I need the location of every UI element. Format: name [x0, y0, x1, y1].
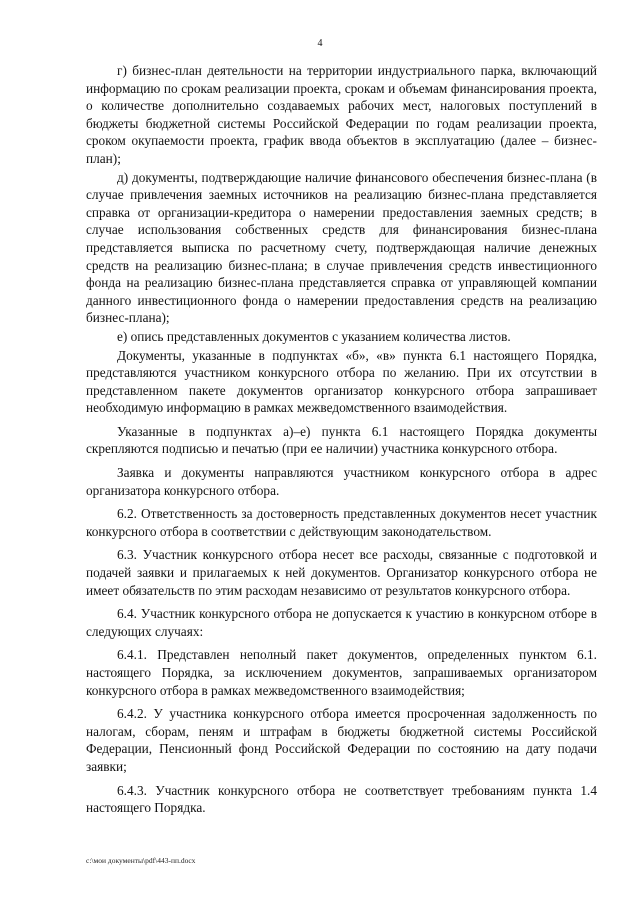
- paragraph-6-3: 6.3. Участник конкурсного отбора несет все расходы, связанные с подготовкой и подачей заявки и прилагаемых к ней документов. Организатор конкурсного отбора не имеет обязательств по этим расходам независимо от результатов конкурсного отбора.: [86, 547, 597, 598]
- paragraph-e-inventory: е) опись представленных документов с указанием количества листов.: [117, 328, 511, 344]
- paragraph-6-4-3: 6.4.3. Участник конкурсного отбора не соответствует требованиям пункта 1.4 настоящего Порядка.: [86, 782, 597, 816]
- paragraph-6-4-2: 6.4.2. У участника конкурсного отбора имеется просроченная задолженность по налогам, сборам, пеням и штрафам в бюджеты бюджетной системы Российской Федерации, Пенсионный фонд Российской Федерации по состоянию на дату подачи заявки;: [86, 706, 597, 774]
- page-number: 4: [317, 38, 323, 49]
- paragraph-6-2: 6.2. Ответственность за достоверность представленных документов несет участник конкурсного отбора в соответствии с действующим законодательством.: [86, 506, 597, 539]
- document-body: [86, 62, 597, 818]
- paragraph-optional-documents: Документы, указанные в подпунктах «б», «в» пункта 6.1 настоящего Порядка, представляются участником конкурсного отбора по желанию. При их отсутствии в представленном пакете документов организатор конкурсного отбора запрашивает необходимую информацию в рамках межведомственного взаимодействия.: [86, 347, 597, 416]
- paragraph-6-4: 6.4. Участник конкурсного отбора не допускается к участию в конкурсном отборе в следующих случаях:: [86, 606, 597, 639]
- paragraph-d-financial-documents: д) документы, подтверждающие наличие финансового обеспечения бизнес-плана (в случае привлечения заемных источников на реализацию бизнес-плана представляется справка от организации-кредитора о намерении предоставления заемных средств; в случае использования собственных средств для финансирования бизнес-плана представляется выписка по расчетному счету, подтверждающая наличие денежных средств на реализацию бизнес-плана; в случае привлечения средств инвестиционного фонда на реализацию бизнес-плана представляется справка от управляющей компании данного инвестиционного фонда о намерении предоставления средств на реализацию бизнес-плана);: [86, 169, 597, 326]
- footer-file-path: c:\мои документы\pdf\443-пп.docx: [86, 856, 196, 865]
- paragraph-g-business-plan: г) бизнес-план деятельности на территории индустриального парка, включающий информацию по срокам реализации проекта, срокам и объемам финансирования проекта, о количестве дополнительно создаваемых рабочих мест, налоговых поступлений в бюджеты бюджетной системы Российской Федерации по годам реализации проекта, сроком окупаемости проекта, график ввода объектов в эксплуатацию (далее – бизнес-план);: [86, 63, 597, 166]
- paragraph-submission-address: Заявка и документы направляются участником конкурсного отбора в адрес организатора конкурсного отбора.: [86, 465, 597, 498]
- paragraph-signature-seal: Указанные в подпунктах а)–е) пункта 6.1 настоящего Порядка документы скрепляются подписью и печатью (при ее наличии) участника конкурсного отбора.: [86, 423, 597, 457]
- paragraph-6-4-1: 6.4.1. Представлен неполный пакет документов, определенных пунктом 6.1. настоящего Порядка, за исключением документов, запрашиваемых организатором конкурсного отбора в рамках межведомственного взаимодействия;: [86, 647, 597, 698]
